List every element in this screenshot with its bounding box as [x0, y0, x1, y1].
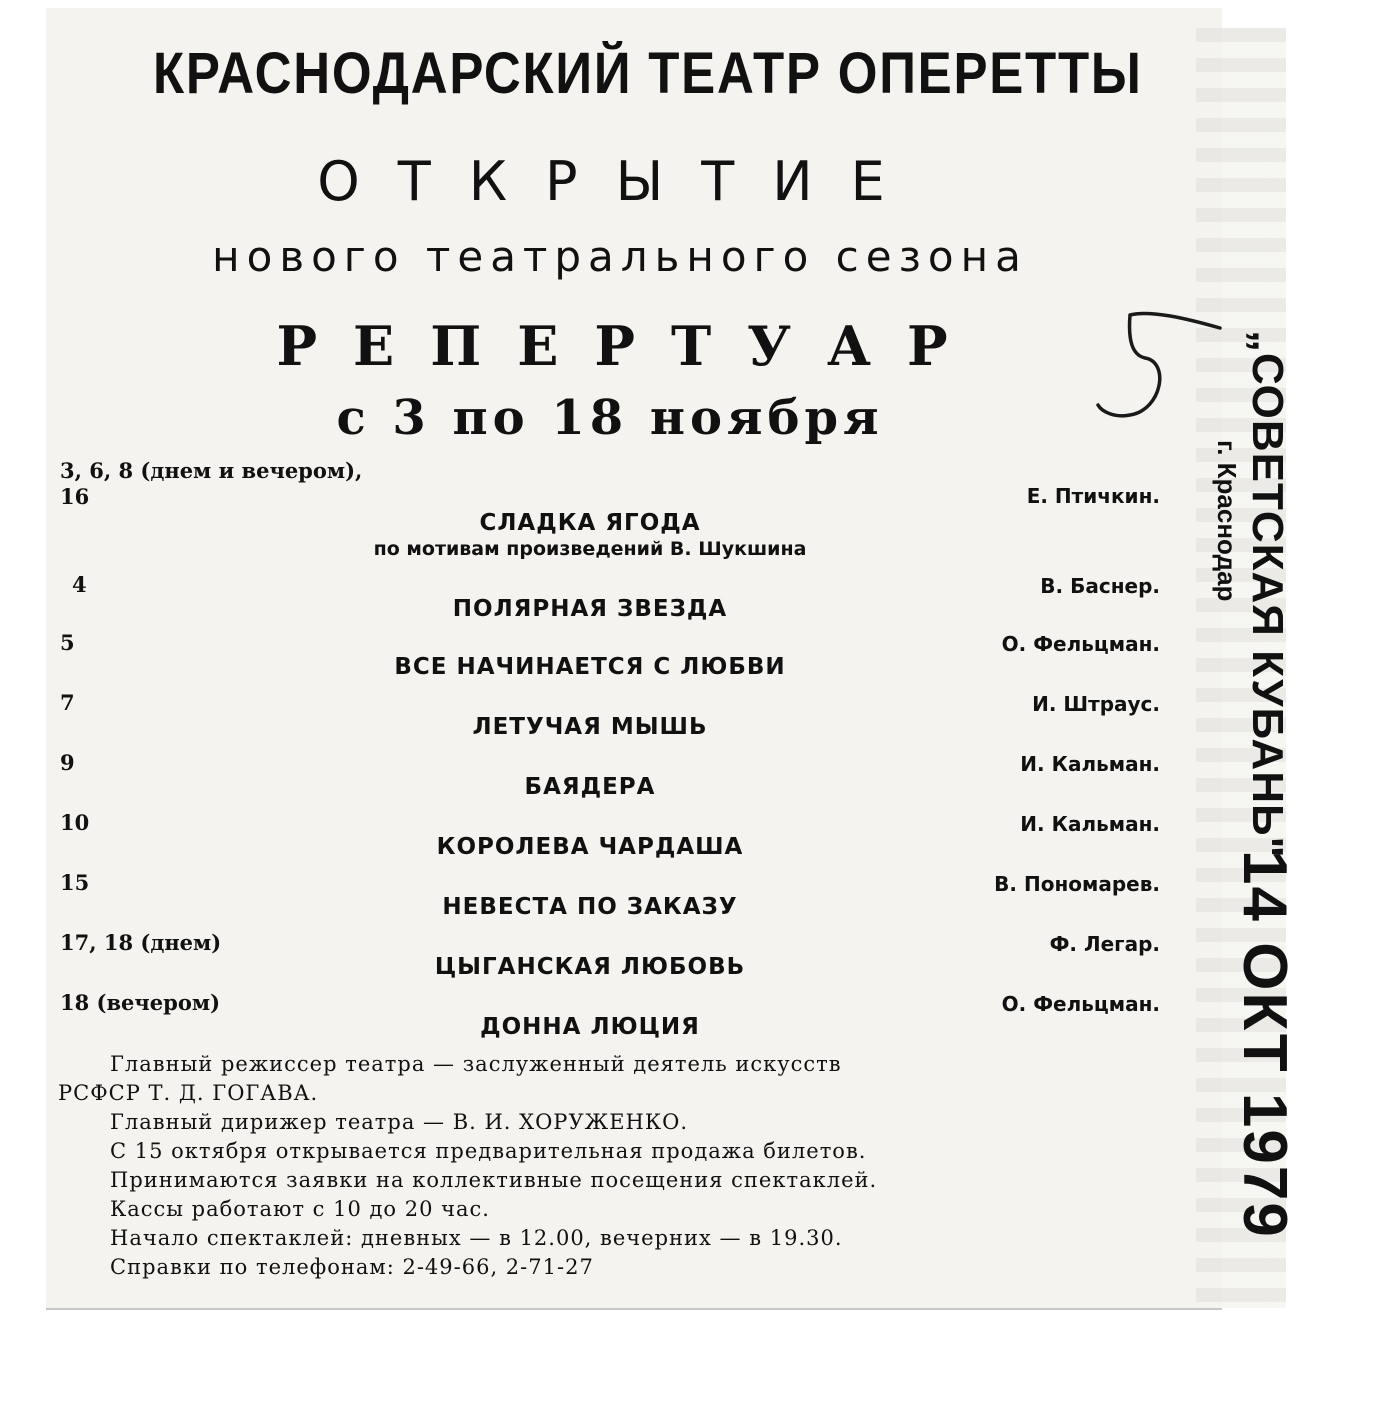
show-title: ЛЕТУЧАЯ МЫШЬ: [472, 714, 708, 740]
composer: Е. Птичкин.: [1026, 484, 1160, 508]
newspaper-stamp: [1212, 330, 1362, 1410]
stamp-city: г. Краснодар: [1212, 440, 1242, 602]
schedule-row: [60, 870, 1160, 930]
show-title: ЦЫГАНСКАЯ ЛЮБОВЬ: [434, 954, 746, 980]
composer: И. Кальман.: [1020, 812, 1160, 836]
repertoire-heading: РЕПЕРТУАР: [276, 314, 984, 378]
performance-dates: 18 (вечером): [60, 990, 221, 1015]
season-heading: нового театрального сезона: [212, 232, 1028, 281]
box-office-hours: Кассы работают с 10 до 20 час.: [110, 1197, 490, 1221]
theatre-notes: [58, 1050, 1168, 1282]
start-times-line: Начало спектаклей: дневных — в 12.00, вечерних — в 19.30.: [110, 1226, 843, 1250]
performance-dates: 7: [60, 690, 75, 715]
schedule-row: [60, 810, 1160, 870]
show-title: БАЯДЕРА: [524, 774, 656, 800]
stamp-date: 14 ОКТ 1979: [1230, 850, 1299, 1239]
show-subtitle: по мотивам произведений В. Шукшина: [373, 538, 807, 560]
composer: Ф. Легар.: [1049, 932, 1160, 956]
handwritten-mark-icon: [1090, 300, 1230, 430]
chief-director-line: Главный режиссер театра — заслуженный деятель искусств: [110, 1052, 842, 1076]
show-title: ПОЛЯРНАЯ ЗВЕЗДА: [452, 596, 728, 622]
show-title: ДОННА ЛЮЦИЯ: [480, 1014, 700, 1040]
performance-dates-cont: 16: [60, 484, 90, 509]
opening-heading: ОТКРЫТИЕ: [317, 150, 923, 213]
performance-dates: 3, 6, 8 (днем и вечером),: [60, 458, 363, 483]
composer: О. Фельцман.: [1001, 992, 1160, 1016]
composer: О. Фельцман.: [1001, 632, 1160, 656]
schedule-row: [60, 630, 1160, 690]
schedule-row: [60, 690, 1160, 750]
composer: В. Пономарев.: [994, 872, 1160, 896]
composer: И. Штраус.: [1032, 692, 1160, 716]
date-range-heading: с 3 по 18 ноября: [336, 390, 884, 446]
show-title: КОРОЛЕВА ЧАРДАША: [436, 834, 744, 860]
performance-dates: 5: [60, 630, 75, 655]
schedule-row: [60, 750, 1160, 810]
show-title: НЕВЕСТА ПО ЗАКАЗУ: [442, 894, 738, 920]
composer: И. Кальман.: [1020, 752, 1160, 776]
performance-dates: 4: [72, 572, 87, 597]
schedule-row: [60, 930, 1160, 990]
performance-dates: 15: [60, 870, 90, 895]
performance-dates: 17, 18 (днем): [60, 930, 222, 955]
theatre-name: КРАСНОДАРСКИЙ ТЕАТР ОПЕРЕТТЫ: [153, 41, 1143, 106]
composer: В. Баснер.: [1040, 574, 1160, 598]
show-title: СЛАДКА ЯГОДА: [479, 510, 701, 536]
group-bookings-line: Принимаются заявки на коллективные посещения спектаклей.: [110, 1168, 878, 1192]
schedule-row: [60, 990, 1160, 1050]
stamp-newspaper-name: „СОВЕТСКАЯ КУБАНЬ": [1243, 330, 1292, 859]
performance-dates: 10: [60, 810, 90, 835]
chief-conductor-line: Главный дирижер театра — В. И. ХОРУЖЕНКО.: [110, 1110, 688, 1134]
show-title: ВСЕ НАЧИНАЕТСЯ С ЛЮБВИ: [394, 654, 786, 680]
performance-dates: 9: [60, 750, 75, 775]
schedule-row: [60, 458, 1160, 560]
phone-numbers: Справки по телефонам: 2-49-66, 2-71-27: [110, 1255, 594, 1279]
presale-line: С 15 октября открывается предварительная продажа билетов.: [110, 1139, 867, 1163]
chief-director-name: РСФСР Т. Д. ГОГАВА.: [58, 1081, 319, 1105]
schedule-row: [60, 572, 1160, 632]
